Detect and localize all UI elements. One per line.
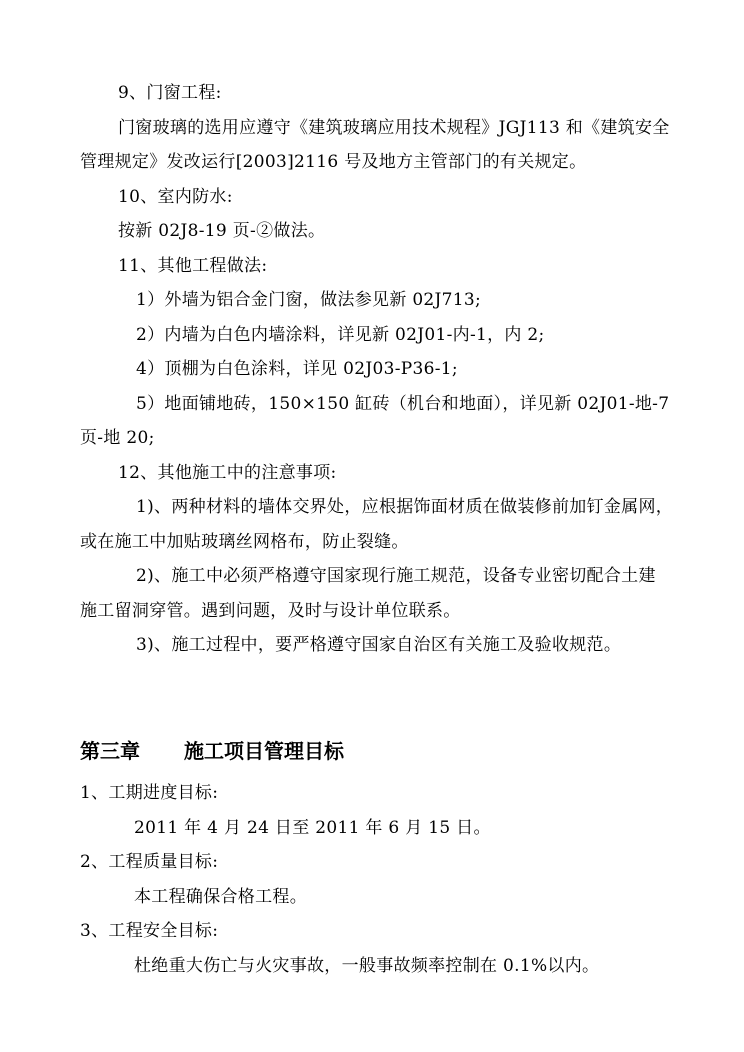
- heading-doors-windows: 9、门窗工程:: [118, 83, 222, 103]
- list-item: 1）外墙为铝合金门窗，做法参见新 02J713;: [136, 290, 482, 310]
- chapter-name: 施工项目管理目标: [184, 739, 344, 763]
- list-item: 4）顶棚为白色涂料，详见 02J03-P36-1;: [136, 359, 458, 379]
- chapter-number: 第三章: [80, 739, 140, 763]
- paragraph-line: 按新 02J8-19 页-②做法。: [118, 221, 326, 241]
- list-item-continuation: 施工留洞穿管。遇到问题，及时与设计单位联系。: [80, 601, 461, 621]
- list-item-continuation: 页-地 20;: [80, 428, 155, 448]
- heading-other-works: 11、其他工程做法:: [118, 256, 268, 276]
- heading-construction-notes: 12、其他施工中的注意事项:: [118, 463, 337, 483]
- goal-value-schedule: 2011 年 4 月 24 日至 2011 年 6 月 15 日。: [134, 818, 491, 838]
- goal-value-quality: 本工程确保合格工程。: [134, 887, 307, 907]
- goal-value-safety: 杜绝重大伤亡与火灾事故，一般事故频率控制在 0.1%以内。: [134, 956, 600, 976]
- list-item: 3)、施工过程中，要严格遵守国家自治区有关施工及验收规范。: [136, 635, 622, 655]
- goal-heading-quality: 2、工程质量目标:: [80, 852, 219, 872]
- list-item: 1)、两种材料的墙体交界处，应根据饰面材质在做装修前加钉金属网，: [136, 497, 674, 517]
- goal-heading-schedule: 1、工期进度目标:: [80, 783, 219, 803]
- list-item: 5）地面铺地砖，150×150 缸砖（机台和地面），详见新 02J01-地-7: [136, 394, 670, 414]
- list-item: 2）内墙为白色内墙涂料，详见新 02J01-内-1，内 2;: [136, 325, 545, 345]
- paragraph-line: 门窗玻璃的选用应遵守《建筑玻璃应用技术规程》JGJ113 和《建筑安全: [118, 118, 670, 138]
- goal-heading-safety: 3、工程安全目标:: [80, 921, 219, 941]
- chapter-title: [80, 738, 344, 764]
- list-item: 2)、施工中必须严格遵守国家现行施工规范，设备专业密切配合土建: [136, 566, 656, 586]
- list-item-continuation: 或在施工中加贴玻璃丝网格布，防止裂缝。: [80, 532, 409, 552]
- paragraph-line: 管理规定》发改运行[2003]2116 号及地方主管部门的有关规定。: [80, 152, 587, 172]
- heading-waterproofing: 10、室内防水:: [118, 187, 233, 207]
